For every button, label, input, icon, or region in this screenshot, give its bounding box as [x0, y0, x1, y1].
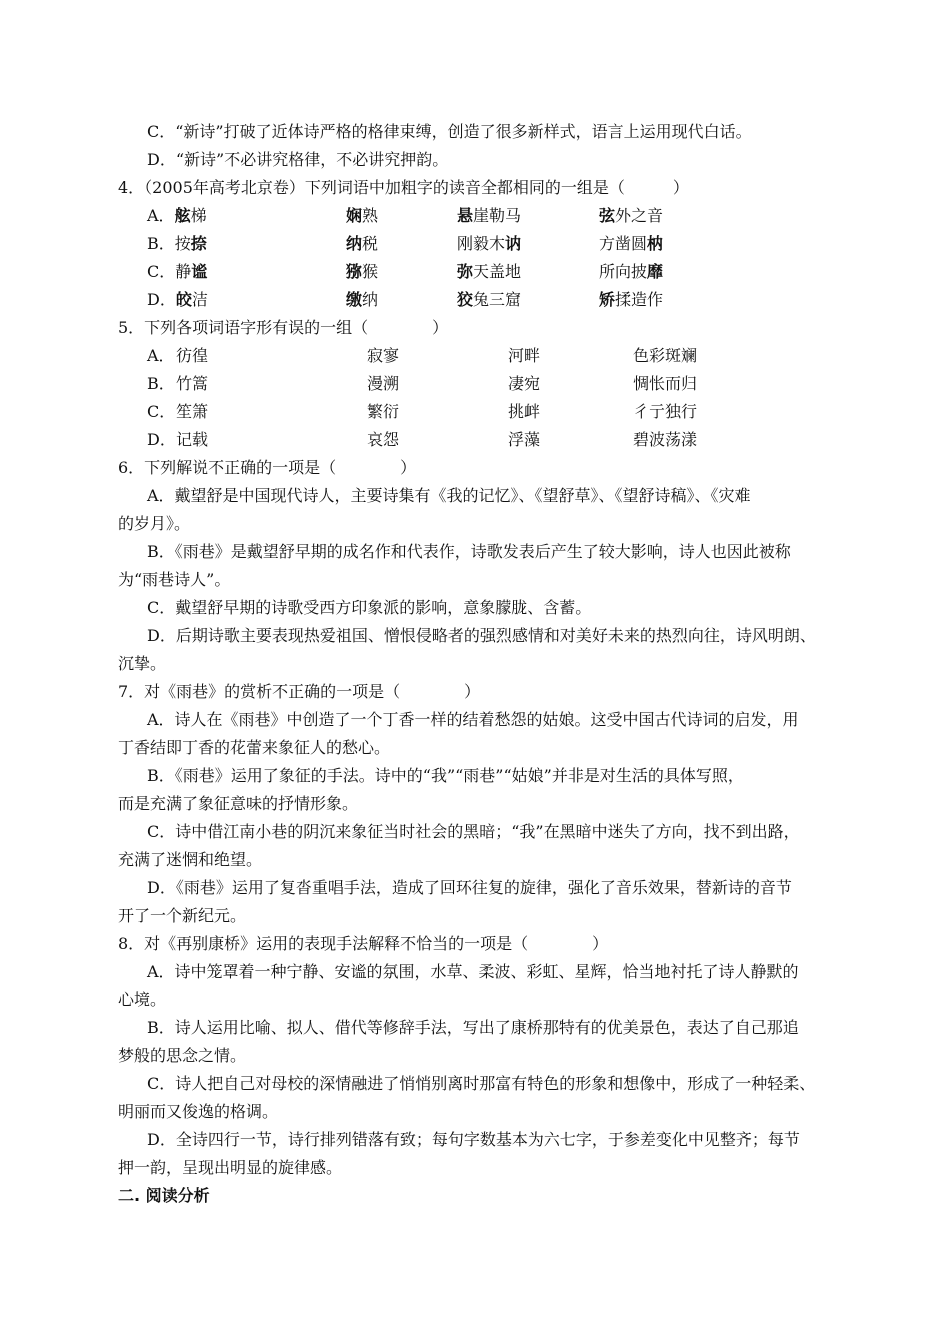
word-rest: 猴 [362, 262, 379, 281]
q6-option-a-cont: 的岁月》。 [118, 514, 191, 533]
q7-option-a: A．诗人在《雨巷》中创造了一个丁香一样的结着愁怨的姑娘。这受中国古代诗词的启发，用 [147, 710, 799, 729]
q4-row-label: B． [147, 234, 175, 253]
bold-char: 悬 [457, 206, 474, 225]
word-rest: 天盖地 [473, 262, 522, 281]
q6-option-d: D．后期诗歌主要表现热爱祖国、憎恨侵略者的强烈感情和对美好未来的热烈向往，诗风明朗、 [147, 626, 816, 645]
word-rest: 刚毅木 [457, 234, 506, 253]
q8-option-b: B．诗人运用比喻、拟人、借代等修辞手法，写出了康桥那特有的优美景色，表达了自己那追 [147, 1018, 799, 1037]
q6-stem: 6．下列解说不正确的一项是（ ） [118, 458, 417, 477]
q4-row-c [147, 262, 207, 282]
q5-word: 凄宛 [508, 374, 541, 393]
q8-option-d: D．全诗四行一节，诗行排列错落有致；每句字数基本为六七字，于参差变化中见整齐；每节 [147, 1130, 800, 1149]
q7-option-d: D．《雨巷》运用了复沓重唱手法，造成了回环往复的旋律，强化了音乐效果，替新诗的音节 [147, 878, 792, 897]
word-rest: 税 [362, 234, 379, 253]
bold-char: 弥 [457, 262, 474, 281]
q4-b-word3 [457, 234, 521, 254]
word-rest: 梯 [190, 206, 207, 225]
q5-word: 哀怨 [367, 430, 400, 449]
q5-word: 浮藻 [508, 430, 541, 449]
word-rest: 按 [174, 234, 191, 253]
q4-row-d [147, 290, 208, 310]
q8-stem: 8．对《再别康桥》运用的表现手法解释不恰当的一项是（ ） [118, 934, 609, 953]
q4-row-a [147, 206, 207, 226]
q4-b-word4 [599, 234, 663, 254]
q4-row-label: D． [147, 290, 176, 309]
q4-a-word2 [346, 206, 378, 226]
q6-option-b-cont: 为“雨巷诗人”。 [118, 570, 231, 589]
q3-option-d: D．“新诗”不必讲究格律，不必讲究押韵。 [147, 150, 449, 169]
q4-c-word4 [599, 262, 663, 282]
word-rest: 崖勒马 [473, 206, 522, 225]
q5-word: 漫溯 [367, 374, 400, 393]
q5-word: 彳亍独行 [633, 402, 698, 421]
q4-c-word2 [346, 262, 378, 282]
bold-char: 猕 [346, 262, 363, 281]
q8-option-c: C．诗人把自己对母校的深情融进了悄悄别离时那富有特色的形象和想像中，形成了一种轻柔、 [147, 1074, 816, 1093]
q8-option-a: A．诗中笼罩着一种宁静、安谧的氛围，水草、柔波、彩虹、星辉，恰当地衬托了诗人静默的 [147, 962, 799, 981]
bold-char: 纳 [346, 234, 363, 253]
bold-char: 捺 [190, 234, 207, 253]
q5-word: 河畔 [508, 346, 541, 365]
bold-char: 舷 [174, 206, 191, 225]
q5-word: 寂寥 [367, 346, 400, 365]
q5-word: 笙箫 [176, 402, 209, 421]
q7-option-d-cont: 开了一个新纪元。 [118, 906, 247, 925]
q5-word: 繁衍 [367, 402, 400, 421]
q5-row-label: B． [147, 374, 175, 393]
q5-stem: 5．下列各项词语字形有误的一组（ ） [118, 318, 449, 337]
q7-stem: 7．对《雨巷》的赏析不正确的一项是（ ） [118, 682, 481, 701]
q3-option-c: C．“新诗”打破了近体诗严格的格律束缚，创造了很多新样式，语言上运用现代白话。 [147, 122, 752, 141]
bold-char: 矫 [599, 290, 616, 309]
q5-word: 挑衅 [508, 402, 541, 421]
q5-word: 碧波荡漾 [633, 430, 698, 449]
word-rest: 外之音 [615, 206, 664, 225]
q6-option-b: B．《雨巷》是戴望舒早期的成名作和代表作，诗歌发表后产生了较大影响，诗人也因此被称 [147, 542, 791, 561]
word-rest: 静 [175, 262, 192, 281]
q7-option-b-cont: 而是充满了象征意味的抒情形象。 [118, 794, 359, 813]
q8-option-a-cont: 心境。 [118, 990, 167, 1009]
q6-option-d-cont: 沉挚。 [118, 654, 167, 673]
q4-stem: 4．（2005年高考北京卷）下列词语中加粗字的读音全都相同的一组是（ ） [118, 178, 689, 197]
q7-option-c: C．诗中借江南小巷的阴沉来象征当时社会的黑暗；“我”在黑暗中迷失了方向，找不到出路， [147, 822, 800, 841]
q5-row-label: A． [147, 346, 175, 365]
q7-option-a-cont: 丁香结即丁香的花蕾来象征人的愁心。 [118, 738, 391, 757]
q8-option-c-cont: 明丽而又俊逸的格调。 [118, 1102, 279, 1121]
q4-row-b [147, 234, 207, 254]
q4-a-word3 [457, 206, 521, 226]
word-rest: 方凿圆 [599, 234, 648, 253]
word-rest: 所向披 [599, 262, 648, 281]
bold-char: 谧 [191, 262, 208, 281]
q5-row-label: C． [147, 402, 176, 421]
word-rest: 洁 [191, 290, 208, 309]
q5-word: 色彩斑斓 [633, 346, 698, 365]
q6-option-a: A．戴望舒是中国现代诗人，主要诗集有《我的记忆》、《望舒草》、《望舒诗稿》、《灾难 [147, 486, 751, 505]
bold-char: 娴 [346, 206, 363, 225]
bold-char: 讷 [505, 234, 522, 253]
bold-char: 靡 [647, 262, 664, 281]
q7-option-b: B．《雨巷》运用了象征的手法。诗中的“我”“雨巷”“姑娘”并非是对生活的具体写照， [147, 766, 744, 785]
q8-option-b-cont: 梦般的思念之情。 [118, 1046, 247, 1065]
q4-b-word2 [346, 234, 378, 254]
q4-c-word3 [457, 262, 521, 282]
q4-d-word2 [346, 290, 378, 310]
bold-char: 皎 [175, 290, 192, 309]
q4-a-word4 [599, 206, 663, 226]
word-rest: 兔三窟 [473, 290, 522, 309]
q4-d-word4 [599, 290, 663, 310]
q5-word: 记载 [176, 430, 209, 449]
q5-word: 惆怅而归 [633, 374, 698, 393]
q5-row-label: D． [147, 430, 176, 449]
bold-char: 狡 [457, 290, 474, 309]
q4-row-label: A． [147, 206, 175, 225]
bold-char: 枘 [647, 234, 664, 253]
q6-option-c: C．戴望舒早期的诗歌受西方印象派的影响，意象朦胧、含蓄。 [147, 598, 592, 617]
q4-row-label: C． [147, 262, 176, 281]
q5-word: 竹篙 [176, 374, 209, 393]
word-rest: 纳 [362, 290, 379, 309]
q5-word: 彷徨 [176, 346, 209, 365]
section-heading: 二. 阅读分析 [118, 1186, 210, 1205]
q8-option-d-cont: 押一韵，呈现出明显的旋律感。 [118, 1158, 343, 1177]
bold-char: 弦 [599, 206, 616, 225]
word-rest: 揉造作 [615, 290, 664, 309]
q4-d-word3 [457, 290, 521, 310]
word-rest: 熟 [362, 206, 379, 225]
bold-char: 缴 [346, 290, 363, 309]
q7-option-c-cont: 充满了迷惘和绝望。 [118, 850, 263, 869]
